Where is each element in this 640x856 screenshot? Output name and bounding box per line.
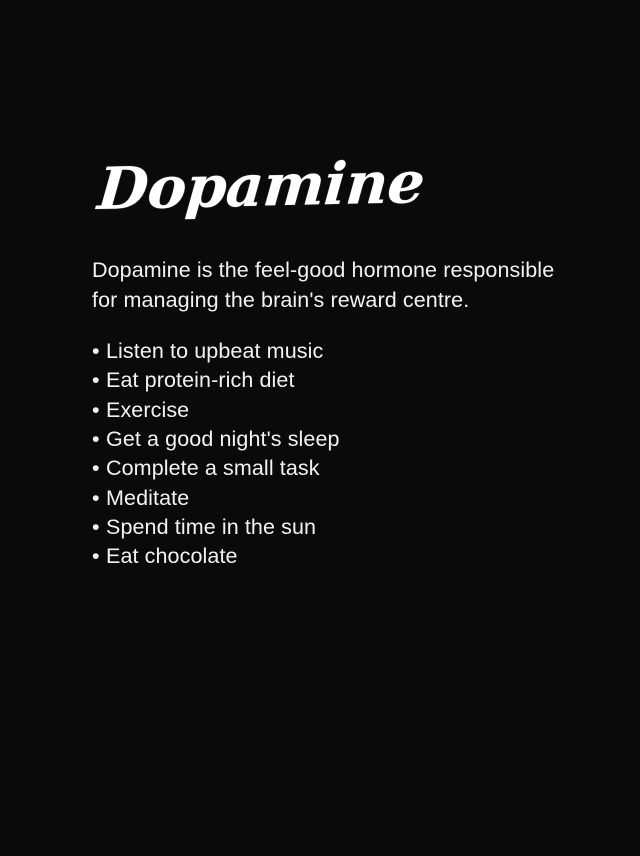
list-item: • Meditate: [92, 484, 562, 513]
list-item: • Eat chocolate: [92, 542, 562, 571]
list-item: • Eat protein-rich diet: [92, 366, 562, 395]
list-item: • Get a good night's sleep: [92, 425, 562, 454]
tips-list: [92, 337, 562, 572]
intro-paragraph: Dopamine is the feel-good hormone responsible for managing the brain's reward centre.: [92, 258, 555, 312]
list-item: • Exercise: [92, 396, 562, 425]
list-item: • Spend time in the sun: [92, 513, 562, 542]
list-item: • Listen to upbeat music: [92, 337, 562, 366]
list-item: • Complete a small task: [92, 454, 562, 483]
card-content: [92, 148, 562, 572]
page-title: Dopamine: [95, 148, 428, 223]
